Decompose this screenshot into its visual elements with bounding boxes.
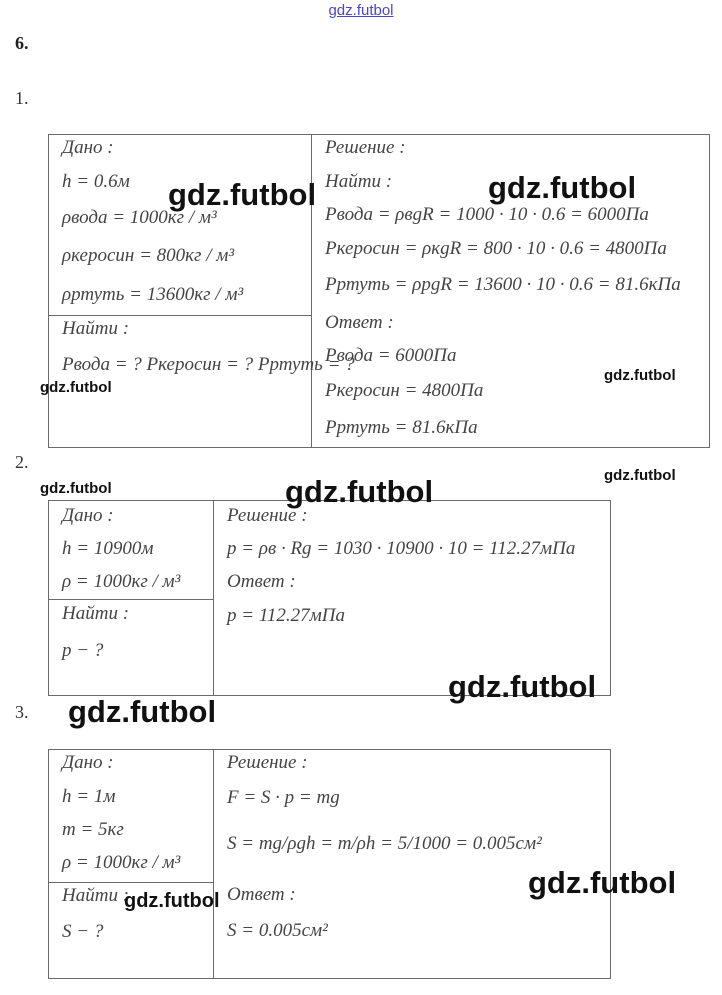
problem-2-find-title: Найти : (62, 603, 130, 624)
site-link[interactable]: gdz.futbol (328, 2, 394, 19)
watermark: gdz.futbol (68, 694, 217, 729)
watermark: gdz.futbol (40, 379, 112, 396)
problem-1-given-line: ρртуть = 13600кг / м³ (62, 284, 244, 305)
watermark: gdz.futbol (448, 669, 597, 704)
problem-3-answer-title: Ответ : (227, 884, 296, 905)
problem-1-given-line: ρвода = 1000кг / м³ (62, 207, 217, 228)
watermark: gdz.futbol (168, 177, 317, 212)
problem-1-solution-line: Pкеросин = ρкgR = 800 · 10 · 0.6 = 4800Па (325, 238, 667, 259)
problem-1-number: 1. (15, 88, 29, 108)
watermark: gdz.futbol (488, 170, 637, 205)
task-number: 6. (15, 33, 29, 53)
problem-3-solution-line: F = S · p = mg (227, 787, 340, 808)
problem-1-solution-line: Pвода = ρвgR = 1000 · 10 · 0.6 = 6000Па (325, 204, 649, 225)
problem-3-find-title: Найти : (62, 885, 130, 906)
watermark: gdz.futbol (604, 467, 676, 484)
problem-3-find-line: S − ? (62, 921, 104, 942)
problem-1-given-line: ρкеросин = 800кг / м³ (62, 245, 235, 266)
problem-1-solution-title: Решение : (325, 137, 406, 158)
problem-1-solution-line: Найти : (325, 171, 393, 192)
problem-3-given-title: Дано : (62, 752, 114, 773)
problem-1-answer-title: Ответ : (325, 312, 394, 333)
watermark: gdz.futbol (285, 474, 434, 509)
problem-3-solution-title: Решение : (227, 752, 308, 773)
problem-1-answer-line: Pртуть = 81.6кПа (325, 417, 478, 438)
problem-2-find-line: p − ? (62, 640, 104, 661)
watermark: gdz.futbol (604, 367, 676, 384)
problem-2-number: 2. (15, 452, 29, 472)
problem-1-given-line: h = 0.6м (62, 171, 130, 192)
problem-2-answer-line: p = 112.27мПа (227, 605, 346, 626)
watermark: gdz.futbol (124, 890, 220, 912)
problem-2-given-title: Дано : (62, 505, 114, 526)
problem-3-number: 3. (15, 702, 29, 722)
watermark: gdz.futbol (40, 480, 112, 497)
problem-2-solution-line: p = ρв · Rg = 1030 · 10900 · 10 = 112.27мПа (227, 538, 576, 559)
problem-3-answer-line: S = 0.005см² (227, 920, 328, 941)
problem-1-given-title: Дано : (62, 137, 114, 158)
problem-3-given-line: h = 1м (62, 786, 116, 807)
problem-1-solution-line: Pртуть = ρрgR = 13600 · 10 · 0.6 = 81.6кПа (325, 274, 681, 295)
problem-1-find-line: Pвода = ? Pкеросин = ? Pртуть = ? (62, 354, 355, 375)
problem-1-answer-line: Pкеросин = 4800Па (325, 380, 484, 401)
problem-3-given-line: ρ = 1000кг / м³ (62, 852, 181, 873)
problem-3-given-line: m = 5кг (62, 819, 124, 840)
problem-2-given-line: h = 10900м (62, 538, 154, 559)
problem-2-table (48, 500, 611, 696)
problem-2-solution-title: Решение : (227, 505, 308, 526)
problem-1-find-title: Найти : (62, 318, 130, 339)
problem-1-answer-line: Pвода = 6000Па (325, 345, 457, 366)
problem-3-solution-line: S = mg/ρgh = m/ρh = 5/1000 = 0.005см² (227, 833, 542, 854)
watermark: gdz.futbol (528, 865, 677, 900)
problem-2-given-line: ρ = 1000кг / м³ (62, 571, 181, 592)
problem-2-answer-title: Ответ : (227, 571, 296, 592)
